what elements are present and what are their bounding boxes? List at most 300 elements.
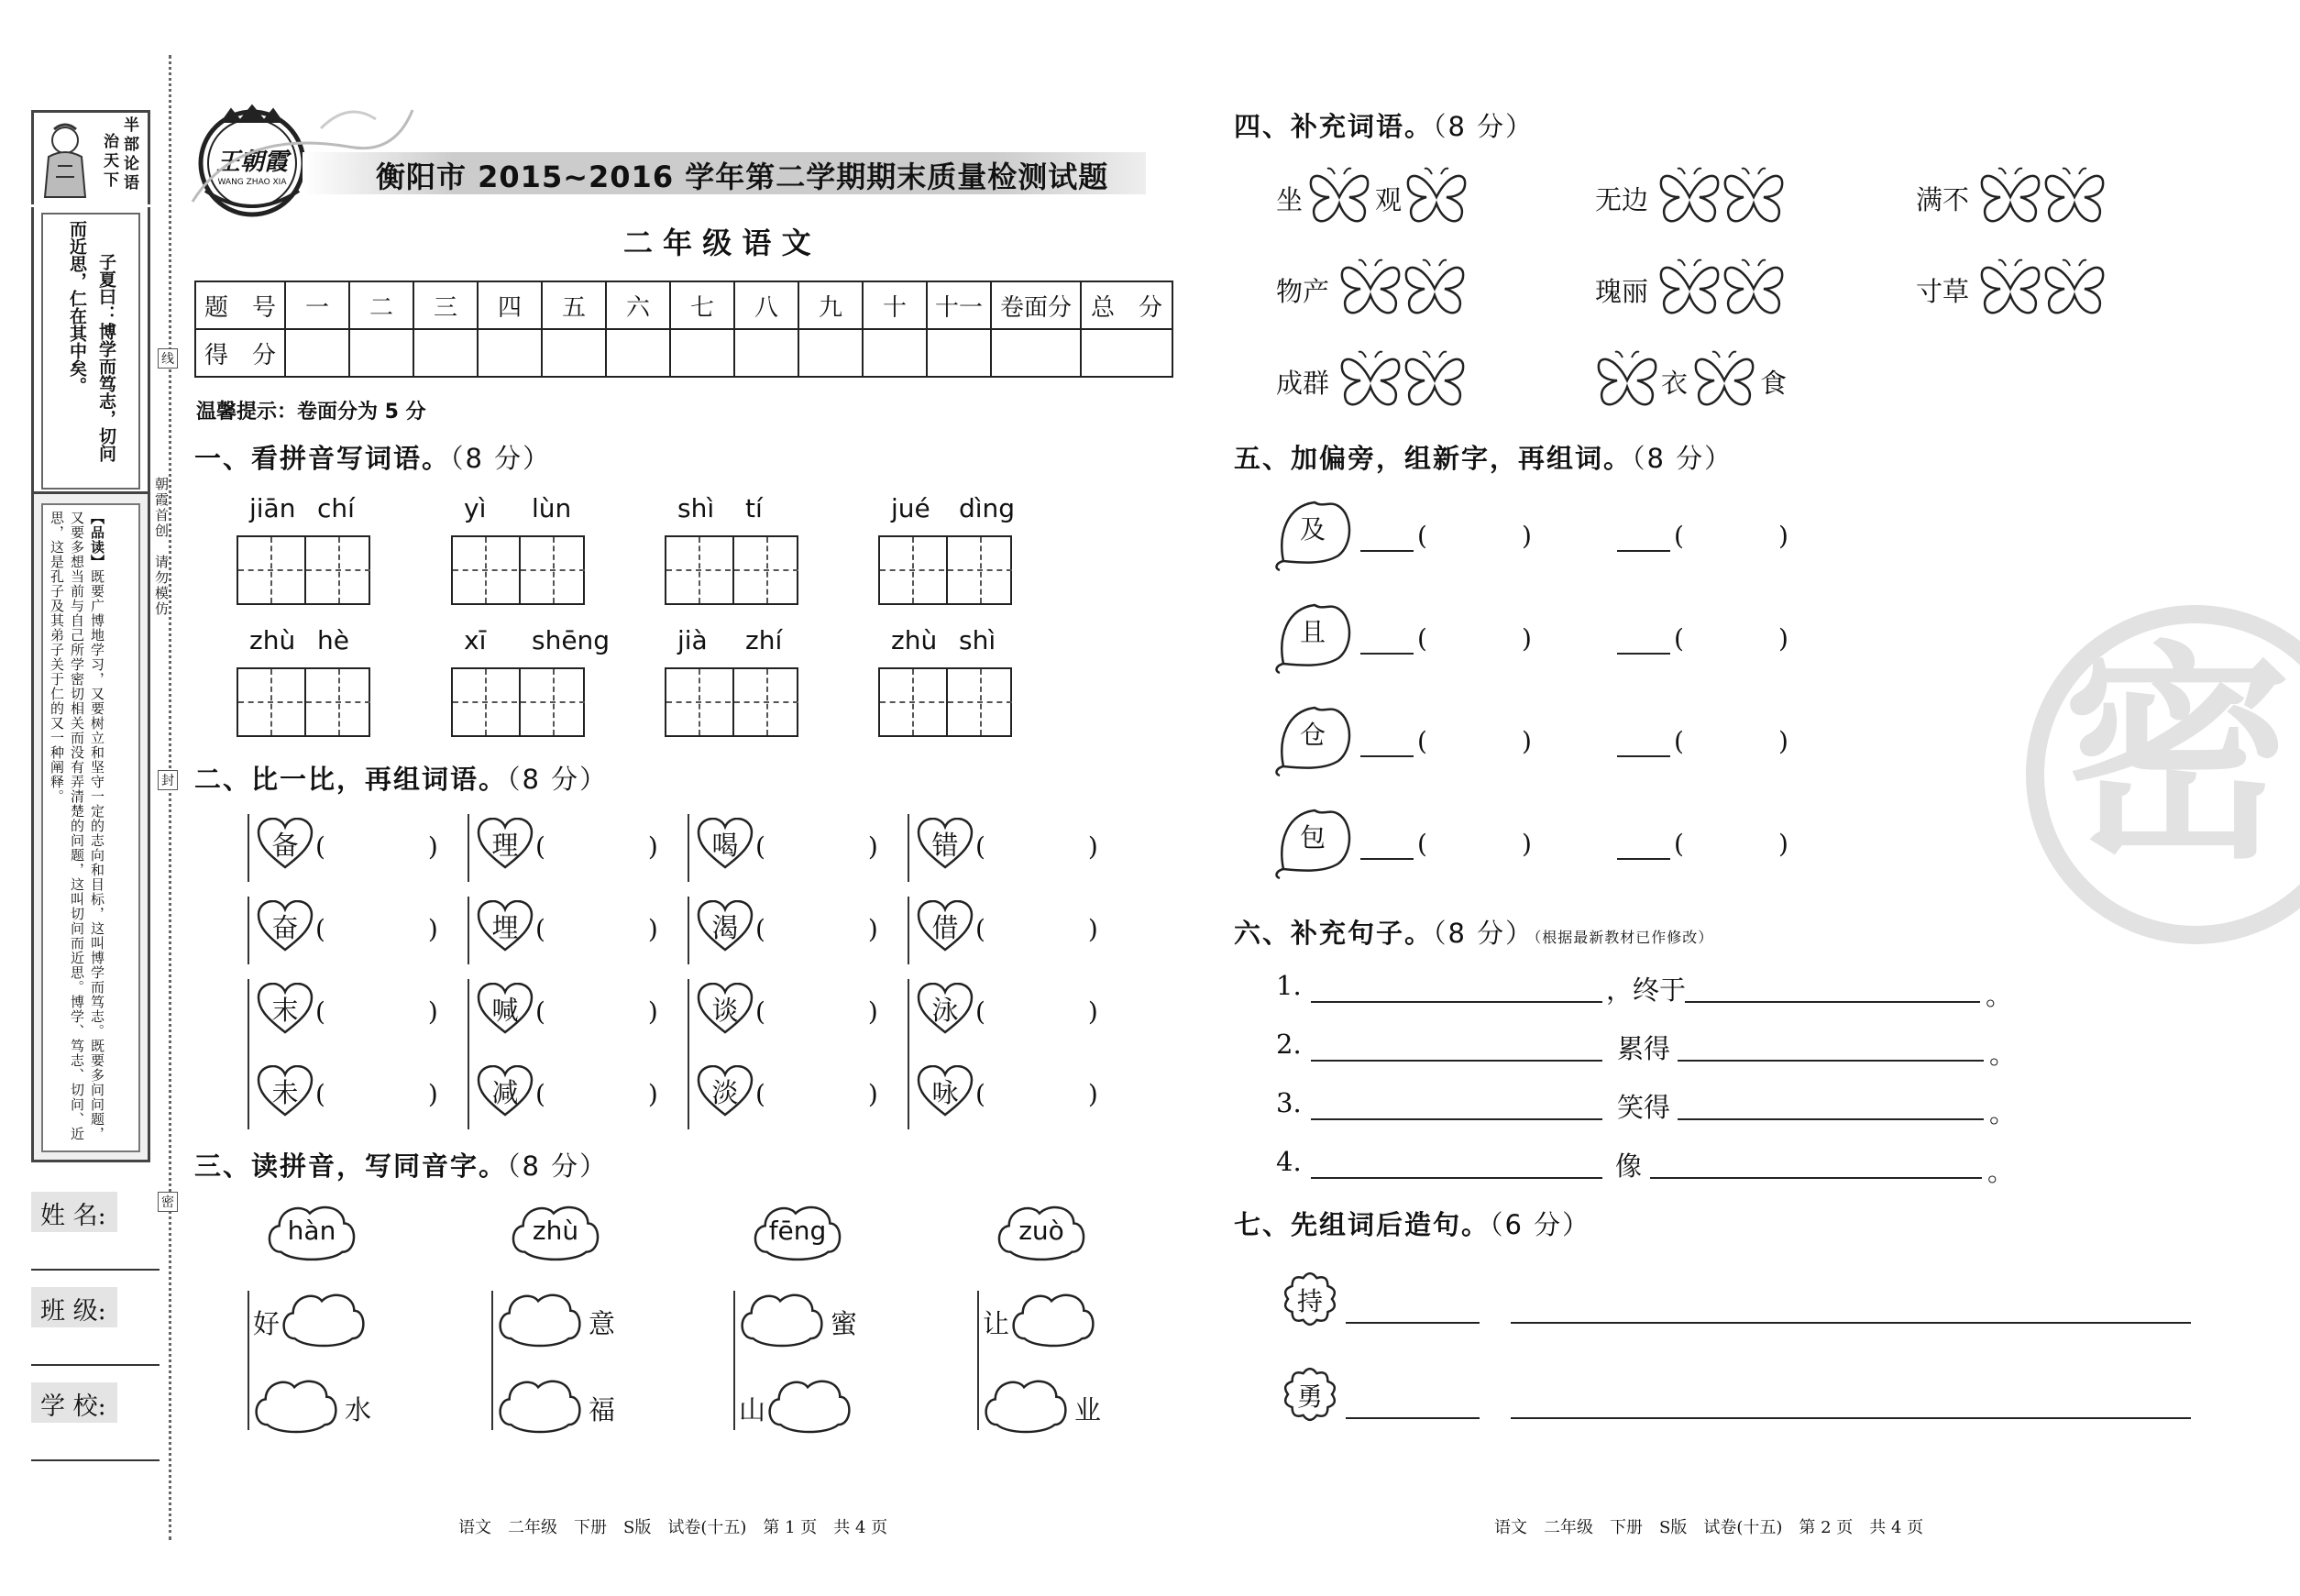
- score-cell-11[interactable]: [927, 329, 991, 377]
- sec4-points: （8 分）: [1433, 111, 1535, 142]
- score-header-row: [195, 281, 1172, 329]
- grid-guide: [485, 669, 487, 735]
- heart-char: [257, 1065, 314, 1118]
- answer-paren[interactable]: ( ): [755, 1079, 878, 1109]
- score-header-3: 三: [413, 281, 478, 329]
- butterfly-blank[interactable]: [1692, 350, 1756, 411]
- score-cell-10[interactable]: [863, 329, 927, 377]
- group-char-bottom: 水: [345, 1394, 372, 1425]
- sentence-end: 。: [1989, 1097, 2017, 1128]
- school-label: 学 校:: [40, 1392, 106, 1421]
- book-subtitle: 治天下: [100, 133, 118, 191]
- sentence-blank[interactable]: [1511, 1415, 2191, 1419]
- pinyin-cloud: [508, 1201, 603, 1263]
- footer-left: 语文 二年级 下册 S版 试卷(十五) 第 1 页 共 4 页: [458, 1518, 888, 1537]
- score-header-10: 十: [863, 281, 927, 329]
- heart-char: [477, 983, 534, 1036]
- pinyin-a: yì: [464, 493, 487, 523]
- flower-char-text: 持: [1296, 1286, 1323, 1316]
- sentence-blank-2[interactable]: [1650, 1175, 1982, 1179]
- answer-paren[interactable]: ( ): [755, 996, 878, 1027]
- new-char-blank[interactable]: [1617, 754, 1670, 757]
- group-char-bottom: 福: [589, 1394, 616, 1425]
- heart-char: [917, 900, 974, 953]
- heart-col-bar: [468, 979, 469, 1129]
- sentence-word: ，终于: [1606, 974, 1687, 1006]
- score-cell-1[interactable]: [285, 329, 349, 377]
- grid-cell[interactable]: [453, 537, 517, 603]
- sec6-note: （根据最新教材已作修改）: [1534, 929, 1714, 946]
- cloud-pinyin: fēng: [768, 1216, 827, 1246]
- pinyin-b: tí: [745, 493, 763, 523]
- new-char-blank[interactable]: [1360, 548, 1414, 552]
- sec5-title: [1234, 438, 1733, 476]
- grid-cell[interactable]: [666, 669, 731, 735]
- score-header-13: 总 分: [1081, 281, 1172, 329]
- answer-cloud[interactable]: [495, 1289, 585, 1349]
- answer-paren[interactable]: ( ): [755, 831, 878, 862]
- score-header-7: 七: [670, 281, 734, 329]
- new-char-blank[interactable]: [1617, 548, 1670, 552]
- sec1-title: [194, 438, 551, 476]
- answer-paren[interactable]: ( ): [315, 831, 438, 862]
- group-char-top: 蜜: [831, 1308, 858, 1339]
- pinyin-b: hè: [317, 625, 349, 655]
- heart-col-bar: [908, 897, 909, 964]
- answer-paren[interactable]: ( ): [535, 1079, 658, 1109]
- paren-close: ): [1778, 623, 1788, 654]
- answer-cloud[interactable]: [495, 1375, 585, 1436]
- exam-subtitle: 二 年 级 语 文: [623, 226, 811, 260]
- answer-paren[interactable]: ( ): [975, 914, 1098, 944]
- answer-paren[interactable]: ( ): [975, 1079, 1098, 1109]
- sentence-blank-1[interactable]: [1311, 999, 1602, 1003]
- confucius-icon: [38, 120, 93, 201]
- score-table: [194, 281, 1173, 378]
- pindu-label: 【品读】: [89, 511, 105, 569]
- sec5-title-text: 五、加偏旁，组新字，再组词。: [1234, 443, 1633, 474]
- grid-cell[interactable]: [732, 669, 798, 735]
- butterfly-blank[interactable]: [1595, 350, 1659, 411]
- butterfly-blank[interactable]: [1403, 259, 1467, 319]
- sec5-points: （8 分）: [1632, 443, 1733, 474]
- sec4-e: 瑰丽: [1595, 276, 1649, 307]
- grid-guide: [270, 669, 272, 735]
- group-bar: [491, 1291, 493, 1430]
- heart-char: [697, 983, 754, 1036]
- sentence-blank-1[interactable]: [1311, 1175, 1602, 1179]
- answer-paren[interactable]: ( ): [975, 996, 1098, 1027]
- group-bar: [733, 1291, 735, 1430]
- paren-open: (: [1417, 521, 1427, 551]
- sentence-blank[interactable]: [1511, 1320, 2191, 1324]
- score-cell-8[interactable]: [734, 329, 798, 377]
- pindu-box: [31, 491, 150, 1162]
- book-title: 半部论语: [120, 116, 138, 193]
- pinyin-cloud: [994, 1201, 1089, 1263]
- paren-close: ): [1778, 829, 1788, 859]
- paren-open: (: [1417, 829, 1427, 859]
- tianzi-grid[interactable]: [665, 667, 798, 737]
- heart-char-text: 咏: [931, 1077, 959, 1108]
- heart-col-bar: [468, 814, 469, 882]
- score-header-9: 九: [798, 281, 863, 329]
- butterfly-blank[interactable]: [1338, 350, 1403, 411]
- pinyin-a: zhù: [249, 625, 296, 655]
- grid-guide: [338, 537, 340, 603]
- sec2-points: （8 分）: [507, 764, 609, 795]
- new-char-blank[interactable]: [1617, 856, 1670, 860]
- sec2-title: [194, 759, 608, 797]
- score-header-1: 一: [285, 281, 349, 329]
- paren-close: ): [1522, 726, 1532, 756]
- sentence-number: 2.: [1276, 1029, 1302, 1060]
- grid-cell[interactable]: [880, 537, 944, 603]
- butterfly-blank[interactable]: [1722, 259, 1786, 319]
- word-blank[interactable]: [1346, 1415, 1480, 1419]
- score-header-8: 八: [734, 281, 798, 329]
- group-char-top: 意: [589, 1308, 616, 1339]
- seal-line-mark: 线: [158, 348, 178, 369]
- heart-col-bar: [248, 979, 249, 1129]
- flower-char: [1280, 1364, 1340, 1425]
- score-cell-2[interactable]: [349, 329, 413, 377]
- tianzi-grid[interactable]: [878, 667, 1012, 737]
- grid-cell[interactable]: [453, 669, 517, 735]
- score-cell-9[interactable]: [798, 329, 863, 377]
- book-logo-box: [31, 110, 150, 204]
- pinyin-cloud: [750, 1201, 845, 1263]
- sentence-word: 累得: [1617, 1033, 1671, 1064]
- sec1-points: （8 分）: [450, 443, 552, 474]
- answer-cloud[interactable]: [981, 1375, 1071, 1436]
- sentence-blank-2[interactable]: [1678, 1117, 1984, 1120]
- heart-col-bar: [248, 814, 249, 882]
- answer-paren[interactable]: ( ): [755, 914, 878, 944]
- binding-dashed-line: [169, 55, 171, 1540]
- grid-cell[interactable]: [666, 537, 731, 603]
- butterfly-blank[interactable]: [1404, 167, 1469, 227]
- butterfly-blank[interactable]: [1338, 259, 1403, 319]
- sentence-blank-2[interactable]: [1678, 1058, 1984, 1062]
- score-cell-6[interactable]: [606, 329, 670, 377]
- pinyin-a: zhù: [891, 625, 938, 655]
- heart-char-text: 渴: [711, 912, 739, 943]
- grid-cell[interactable]: [732, 537, 798, 603]
- cloud-pinyin: zuò: [1018, 1216, 1064, 1246]
- leaf-char: 且: [1300, 617, 1326, 647]
- heart-char-text: 喊: [491, 995, 519, 1026]
- group-char-bottom: 业: [1074, 1394, 1102, 1425]
- tianzi-grid[interactable]: [451, 667, 585, 737]
- score-cell-13[interactable]: [1081, 329, 1172, 377]
- heart-char-text: 喝: [711, 830, 739, 861]
- sentence-blank-1[interactable]: [1311, 1058, 1602, 1062]
- grid-guide: [553, 669, 555, 735]
- answer-paren[interactable]: ( ): [535, 831, 658, 862]
- paren-close: ): [1778, 521, 1788, 551]
- pinyin-a: jià: [677, 625, 708, 655]
- sec6-title: [1234, 913, 1713, 951]
- butterfly-blank[interactable]: [1722, 167, 1786, 227]
- group-char-top: 好: [253, 1308, 281, 1339]
- pinyin-b: chí: [317, 493, 355, 523]
- sec3-title-text: 三、读拼音，写同音字。: [194, 1150, 508, 1182]
- heart-col-bar: [688, 897, 689, 964]
- seal-seal-mark: 封: [158, 770, 178, 790]
- heart-char: [257, 900, 314, 953]
- paren-close: ): [1522, 829, 1532, 859]
- tianzi-grid[interactable]: [451, 535, 585, 605]
- sentence-number: 4.: [1276, 1146, 1302, 1177]
- quote-box: [31, 207, 150, 491]
- heart-char: [477, 818, 534, 871]
- sec4-a2: 观: [1375, 184, 1403, 215]
- sec4-d: 物产: [1276, 276, 1330, 307]
- heart-col-bar: [688, 979, 689, 1129]
- pinyin-a: xī: [464, 625, 487, 655]
- answer-cloud[interactable]: [279, 1289, 369, 1349]
- score-cell-3[interactable]: [413, 329, 478, 377]
- answer-paren[interactable]: ( ): [975, 831, 1098, 862]
- heart-char: [917, 983, 974, 1036]
- heart-char-text: 泳: [931, 995, 959, 1026]
- new-char-blank[interactable]: [1360, 754, 1414, 757]
- heart-char-text: 谈: [711, 995, 739, 1026]
- sec4-f: 寸草: [1916, 276, 1970, 307]
- quote-line1: 子夏曰：博学而笃志，切问: [96, 253, 116, 462]
- tianzi-grid[interactable]: [665, 535, 798, 605]
- pinyin-a: jué: [891, 493, 930, 523]
- score-cell-12[interactable]: [991, 329, 1081, 377]
- heart-char: [917, 818, 974, 871]
- grid-cell[interactable]: [304, 537, 370, 603]
- heart-col-bar: [688, 814, 689, 882]
- grid-guide: [699, 669, 700, 735]
- sec7-title: [1234, 1205, 1590, 1242]
- sec7-title-text: 七、先组词后造句。: [1234, 1209, 1491, 1240]
- answer-paren[interactable]: ( ): [315, 1079, 438, 1109]
- pinyin-cloud: [264, 1201, 359, 1263]
- class-label: 班 级:: [40, 1297, 106, 1326]
- heart-char: [697, 818, 754, 871]
- group-char-top: 让: [983, 1308, 1010, 1339]
- brand-en: WANG ZHAO XIA: [217, 178, 287, 187]
- word-blank[interactable]: [1346, 1320, 1480, 1324]
- flower-char: [1280, 1269, 1340, 1329]
- quote-line2: 而近思，仁在其中矣。: [67, 220, 87, 394]
- answer-paren[interactable]: ( ): [315, 914, 438, 944]
- sec4-title: [1234, 106, 1534, 144]
- pinyin-a: jiān: [249, 493, 296, 523]
- class-field[interactable]: [31, 1364, 160, 1366]
- heart-char-text: 末: [271, 995, 299, 1026]
- sentence-end: 。: [1986, 980, 2013, 1011]
- score-header-2: 二: [349, 281, 413, 329]
- score-value-row: [195, 329, 1172, 377]
- answer-cloud[interactable]: [737, 1289, 827, 1349]
- brand-name: 王朝霞: [215, 149, 288, 176]
- tianzi-grid[interactable]: [237, 667, 370, 737]
- butterfly-blank[interactable]: [2042, 259, 2107, 319]
- sec2-title-text: 二、比一比，再组词语。: [194, 764, 508, 795]
- grid-cell[interactable]: [519, 537, 585, 603]
- answer-cloud[interactable]: [765, 1375, 854, 1436]
- sentence-number: 3.: [1276, 1087, 1302, 1118]
- heart-char-text: 借: [931, 912, 959, 943]
- sec6-title-text: 六、补充句子。: [1234, 918, 1434, 949]
- heart-col-bar: [248, 897, 249, 964]
- cloud-pinyin: hàn: [287, 1216, 336, 1246]
- score-header-0: 题 号: [195, 281, 285, 329]
- sentence-end: 。: [1987, 1156, 2015, 1187]
- heart-char-text: 减: [491, 1077, 519, 1108]
- heart-char-text: 奋: [271, 912, 299, 943]
- butterfly-blank[interactable]: [1307, 167, 1371, 227]
- school-field[interactable]: [31, 1459, 160, 1461]
- butterfly-blank[interactable]: [1978, 167, 2042, 227]
- grid-guide: [766, 669, 768, 735]
- name-field[interactable]: [31, 1269, 160, 1271]
- paren-close: ): [1522, 521, 1532, 551]
- butterfly-blank[interactable]: [1657, 259, 1722, 319]
- paren-close: ): [1522, 623, 1532, 654]
- grid-guide: [699, 537, 700, 603]
- heart-char: [697, 900, 754, 953]
- pinyin-b: dìng: [959, 493, 1016, 523]
- flower-char-text: 勇: [1296, 1381, 1323, 1412]
- grid-cell[interactable]: [238, 537, 303, 603]
- exam-title: 衡阳市 2015~2016 学年第二学期期末质量检测试题: [376, 160, 1109, 194]
- paren-open: (: [1417, 726, 1427, 756]
- radical-leaf: [1274, 600, 1359, 675]
- leaf-char: 包: [1300, 822, 1326, 853]
- leaf-char: 及: [1300, 514, 1326, 545]
- heart-col-bar: [908, 979, 909, 1129]
- grid-guide: [980, 669, 982, 735]
- sec4-title-text: 四、补充词语。: [1234, 111, 1434, 142]
- sec3-points: （8 分）: [507, 1150, 609, 1182]
- new-char-blank[interactable]: [1360, 651, 1414, 655]
- leaf-char: 仓: [1300, 720, 1326, 750]
- answer-cloud[interactable]: [1008, 1289, 1098, 1349]
- heart-char: [477, 900, 534, 953]
- tianzi-grid[interactable]: [878, 535, 1012, 605]
- tianzi-grid[interactable]: [237, 535, 370, 605]
- copyright-note: 朝霞首创 请勿模仿: [153, 477, 170, 617]
- name-label: 姓 名:: [40, 1202, 106, 1230]
- grid-guide: [980, 537, 982, 603]
- watermark-char: 密: [2063, 622, 2292, 889]
- grid-cell[interactable]: [304, 669, 370, 735]
- grid-cell[interactable]: [880, 669, 944, 735]
- butterfly-blank[interactable]: [1403, 350, 1467, 411]
- grid-cell[interactable]: [946, 669, 1012, 735]
- group-bar: [248, 1291, 249, 1430]
- pinyin-b: lùn: [532, 493, 572, 523]
- answer-paren[interactable]: ( ): [535, 996, 658, 1027]
- heart-char-text: 备: [271, 830, 299, 861]
- grid-guide: [766, 537, 768, 603]
- answer-paren[interactable]: ( ): [315, 996, 438, 1027]
- butterfly-blank[interactable]: [1978, 259, 2042, 319]
- answer-paren[interactable]: ( ): [535, 914, 658, 944]
- sentence-word: 像: [1615, 1150, 1643, 1182]
- paren-open: (: [1674, 726, 1684, 756]
- grid-cell[interactable]: [238, 669, 303, 735]
- heart-char-text: 淡: [711, 1077, 739, 1108]
- sec4-h2: 食: [1760, 368, 1788, 399]
- score-header-11: 十一: [927, 281, 991, 329]
- sentence-blank-2[interactable]: [1685, 999, 1980, 1003]
- heart-char-text: 未: [271, 1077, 299, 1108]
- heart-col-bar: [908, 814, 909, 882]
- score-header-5: 五: [542, 281, 606, 329]
- grid-guide: [912, 537, 914, 603]
- sec4-a: 坐: [1276, 184, 1304, 215]
- radical-leaf: [1274, 497, 1359, 572]
- new-char-blank[interactable]: [1617, 651, 1670, 655]
- heart-char: [917, 1065, 974, 1118]
- score-row-label: 得 分: [195, 329, 285, 377]
- new-char-blank[interactable]: [1360, 856, 1414, 860]
- paren-open: (: [1674, 623, 1684, 654]
- paren-open: (: [1674, 829, 1684, 859]
- sec4-c: 满不: [1916, 184, 1970, 215]
- sec4-b: 无边: [1595, 184, 1649, 215]
- score-header-6: 六: [606, 281, 670, 329]
- pindu-text: 既要广博地学习，又要树立和坚守一定的志向和目标，这叫博学而笃志。既要多问问题，又要多想当前与自己所学密切相关而没有弄清楚的问题，这叫切问而近思。博学、笃志、切问、近思，这是孔子及其弟子关于仁的又一种阐释。: [49, 511, 105, 1141]
- pinyin-b: shēng: [532, 625, 611, 655]
- group-bar: [977, 1291, 979, 1430]
- radical-leaf: [1274, 805, 1359, 880]
- grid-guide: [338, 669, 340, 735]
- pinyin-b: shì: [959, 625, 996, 655]
- watermark-seal: [2026, 605, 2300, 944]
- seal-secret-mark: 密: [158, 1192, 178, 1212]
- grid-guide: [485, 537, 487, 603]
- sec7-points: （6 分）: [1490, 1209, 1591, 1240]
- sentence-blank-1[interactable]: [1311, 1117, 1602, 1120]
- pinyin-a: shì: [677, 493, 715, 523]
- heart-char: [257, 818, 314, 871]
- grid-guide: [912, 669, 914, 735]
- sentence-word: 笑得: [1617, 1092, 1671, 1123]
- score-cell-4[interactable]: [478, 329, 542, 377]
- grid-guide: [270, 537, 272, 603]
- grid-cell[interactable]: [519, 669, 585, 735]
- butterfly-blank[interactable]: [1657, 167, 1722, 227]
- answer-cloud[interactable]: [251, 1375, 341, 1436]
- grid-guide: [553, 537, 555, 603]
- heart-char: [697, 1065, 754, 1118]
- sec3-title: [194, 1146, 608, 1183]
- footer-right: 语文 二年级 下册 S版 试卷(十五) 第 2 页 共 4 页: [1494, 1518, 1924, 1537]
- tip-text: 温馨提示：卷面分为 5 分: [196, 401, 426, 424]
- score-cell-5[interactable]: [542, 329, 606, 377]
- sec4-g: 成群: [1276, 368, 1330, 399]
- radical-leaf: [1274, 702, 1359, 777]
- group-char-bottom: 山: [739, 1394, 766, 1425]
- heart-char-text: 理: [491, 830, 519, 861]
- heart-char: [477, 1065, 534, 1118]
- butterfly-blank[interactable]: [2042, 167, 2107, 227]
- score-cell-7[interactable]: [670, 329, 734, 377]
- sec4-h1: 衣: [1661, 368, 1689, 399]
- paren-open: (: [1674, 521, 1684, 551]
- cloud-pinyin: zhù: [532, 1216, 579, 1246]
- grid-cell[interactable]: [946, 537, 1012, 603]
